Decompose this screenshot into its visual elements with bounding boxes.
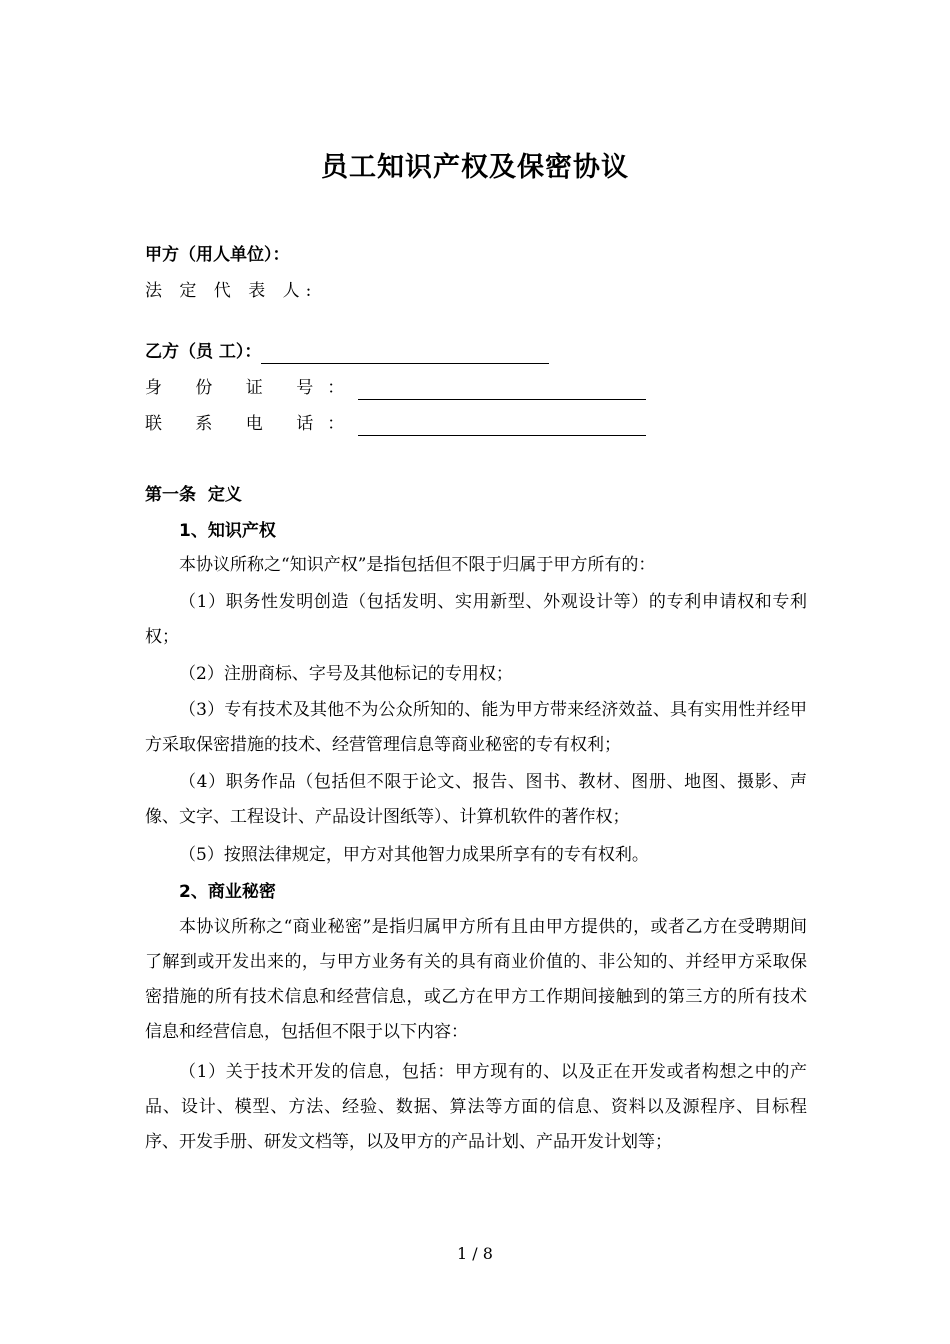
party-b-row [145,340,549,364]
section-1-item-2: （2）注册商标、字号及其他标记的专用权； [179,664,513,684]
party-b-label: 乙方（员 工）： [145,342,262,362]
section-1-item-4: （4）职务作品（包括但不限于论文、报告、图书、教材、图册、地图、摄影、声像、文字、工程设计、产品设计图纸等）、计算机软件的著作权； [145,772,807,827]
section-1-heading: 1、知识产权 [179,521,276,541]
id-row [145,376,646,400]
phone-label: 联 系 电 话： [145,414,359,434]
section-1-intro: 本协议所称之“知识产权”是指包括但不限于归属于甲方所有的： [179,555,656,575]
phone-row [145,412,646,436]
section-2-heading: 2、商业秘密 [179,882,276,902]
party-b-blank[interactable] [261,345,549,364]
id-label: 身 份 证 号： [145,378,359,398]
section-1-item-3: （3）专有技术及其他不为公众所知的、能为甲方带来经济效益、具有实用性并经甲方采取保密措施的技术、经营管理信息等商业秘密的专有权利； [145,700,807,755]
legal-rep-label: 法 定 代 表 人: [145,281,318,301]
section-1-item-1: （1）职务性发明创造（包括发明、实用新型、外观设计等）的专利申请权和专利权； [145,592,807,647]
section-1-item-5: （5）按照法律规定，甲方对其他智力成果所享有的专有权利。 [179,845,649,865]
document-title: 员工知识产权及保密协议 [321,152,629,183]
section-2-intro: 本协议所称之“商业秘密”是指归属甲方所有且由甲方提供的，或者乙方在受聘期间了解到或开发出来的，与甲方业务有关的具有商业价值的、非公知的、并经甲方采取保密措施的所有技术信息和经营信息，或乙方在甲方工作期间接触到的第三方的所有技术信息和经营信息，包括但不限于以下内容： [145,917,807,1042]
section-2-item-1: （1）关于技术开发的信息，包括：甲方现有的、以及正在开发或者构想之中的产品、设计、模型、方法、经验、数据、算法等方面的信息、资料以及源程序、目标程序、开发手册、研发文档等，以及甲方的产品计划、产品开发计划等； [145,1062,807,1152]
phone-blank[interactable] [358,417,646,436]
party-a-label: 甲方（用人单位）： [145,245,290,265]
id-blank[interactable] [358,381,646,400]
article-1-heading: 第一条 定义 [145,485,242,505]
page-number: 1 / 8 [457,1244,493,1263]
